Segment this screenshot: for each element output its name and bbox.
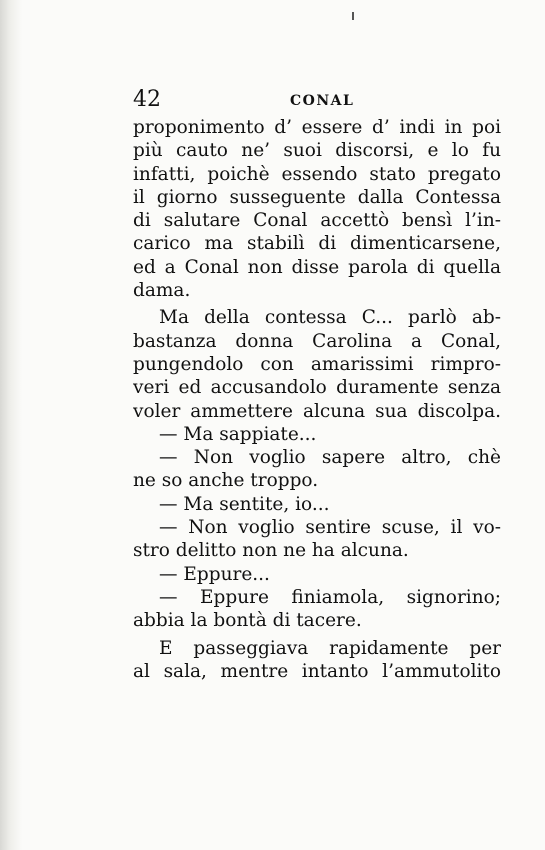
text-line: — Eppure finiamola, signorino; (159, 586, 501, 608)
page-number: 42 (133, 87, 161, 112)
text-line: proponimento d’ essere d’ indi in poi (133, 117, 501, 138)
text-line: E passeggiava rapidamente per (159, 637, 501, 659)
text-line: ed a Conal non disse parola di quella (133, 256, 501, 278)
text-line: — Ma sappiate... (159, 423, 317, 445)
text-line: stro delitto non ne ha alcuna. (133, 540, 409, 562)
text-line: Ma della contessa C... parlò ab- (159, 307, 501, 329)
text-line: voler ammettere alcuna sua discolpa. (133, 400, 501, 422)
text-line: — Non voglio sentire scuse, il vo- (159, 517, 501, 539)
text-line: infatti, poichè essendo stato pregato (133, 163, 501, 185)
text-line: — Eppure... (159, 563, 270, 585)
text-line: dama. (133, 280, 191, 302)
text-line: più cauto ne’ suoi discorsi, e lo fu (133, 140, 501, 162)
body-text (133, 116, 501, 683)
binding-edge-shadow (0, 0, 22, 850)
text-line: il giorno susseguente dalla Contessa (133, 186, 501, 208)
text-line: bastanza donna Carolina a Conal, (133, 330, 501, 352)
text-line: pungendolo con amarissimi rimpro- (133, 353, 501, 375)
text-line: al sala, mentre intanto l’ammutolito (133, 660, 501, 682)
text-line: ne so anche troppo. (133, 470, 319, 492)
text-line: — Non voglio sapere altro, chè (159, 447, 501, 469)
text-line: di salutare Conal accettò bensì l’in- (133, 210, 501, 232)
running-head: CONAL (290, 93, 355, 109)
text-line: carico ma stabilì di dimenticarsene, (133, 233, 501, 255)
print-mark (352, 12, 354, 20)
text-line: — Ma sentite, io... (159, 493, 330, 515)
text-line: veri ed accusandolo duramente senza (133, 377, 501, 399)
page-header (133, 86, 503, 116)
text-line: abbia la bontà di tacere. (133, 610, 362, 632)
